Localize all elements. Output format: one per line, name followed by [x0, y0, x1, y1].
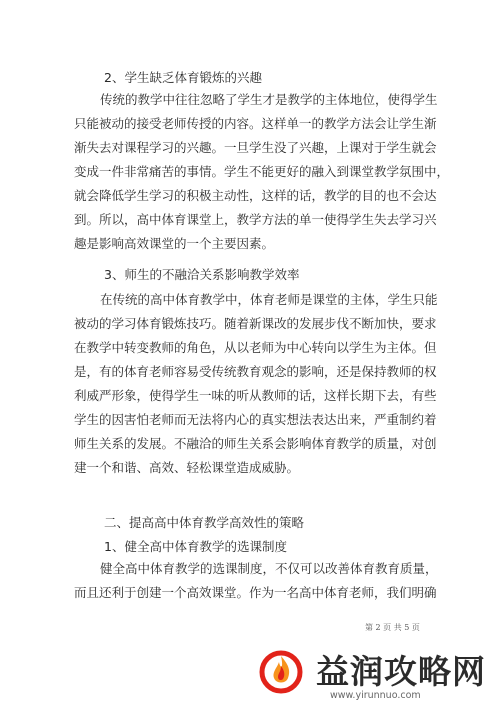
section-heading: 2、学生缺乏体育锻炼的兴趣	[104, 70, 262, 85]
text-line: 渐失去对课程学习的兴趣。一旦学生没了兴趣，上课对于学生就会	[74, 140, 437, 155]
text-line: 传统的教学中往往忽略了学生才是教学的主体地位，使得学生	[100, 92, 438, 107]
text-line: 到。所以，高中体育课堂上，教学方法的单一使得学生失去学习兴	[74, 212, 437, 227]
text-line: 被动的学习体育锻炼技巧。随着新课改的发展步伐不断加快，要求	[74, 316, 437, 331]
section-heading: 二、提高高中体育教学高效性的策略	[104, 515, 305, 530]
site-watermark	[250, 640, 500, 708]
text-line: 而且还利于创建一个高效课堂。作为一名高中体育老师，我们明确	[74, 585, 437, 600]
watermark-title: 益润攻略网	[316, 652, 486, 691]
text-line: 建一个和谐、高效、轻松课堂造成威胁。	[74, 460, 300, 475]
page-number: 第 2 页 共 5 页	[365, 623, 420, 632]
text-line: 利威严形象，使得学生一味的听从教师的话，这样长期下去，有些	[74, 388, 437, 403]
text-line: 师生关系的发展。不融洽的师生关系会影响体育教学的质量，对创	[74, 436, 437, 451]
text-line: 变成一件非常痛苦的事情。学生不能更好的融入到课堂教学氛围中，	[74, 164, 450, 179]
paragraph-1	[74, 88, 450, 256]
section-heading: 1、健全高中体育教学的选课制度	[104, 539, 287, 554]
text-line: 在教学中转变教师的角色，从以老师为中心转向以学生为主体。但	[74, 340, 437, 355]
text-line: 健全高中体育教学的选课制度，不仅可以改善体育教育质量，	[100, 561, 438, 576]
text-line: 只能被动的接受老师传授的内容。这样单一的教学方法会让学生渐	[74, 116, 437, 131]
text-line: 是，有的体育老师容易受传统教育观念的影响，还是保持教师的权	[74, 364, 437, 379]
section-heading: 3、师生的不融洽关系影响教学效率	[104, 267, 300, 282]
paragraph-2	[74, 288, 438, 480]
text-line: 就会降低学生学习的积极主动性，这样的话，教学的目的也不会达	[74, 188, 437, 203]
text-line: 趣是影响高效课堂的一个主要因素。	[74, 236, 275, 251]
text-line: 学生的因害怕老师而无法将内心的真实想法表达出来，严重制约着	[74, 412, 437, 427]
watermark-url: www.yirunnuo.com	[330, 690, 421, 701]
paragraph-3	[74, 557, 438, 605]
text-line: 在传统的高中体育教学中，体育老师是课堂的主体，学生只能	[100, 292, 438, 307]
flame-logo-icon	[258, 648, 304, 694]
